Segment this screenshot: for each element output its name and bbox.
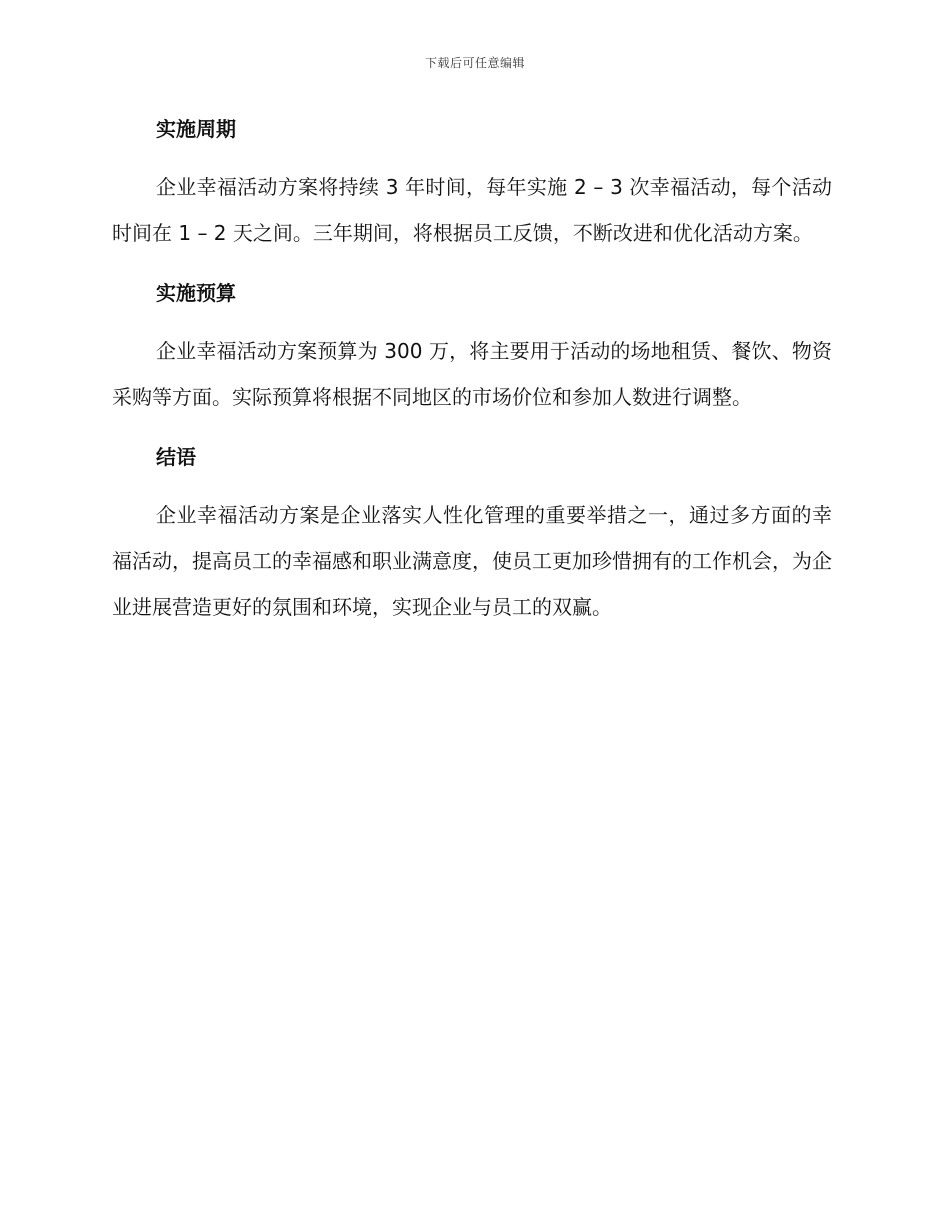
section-title-schedule: 实施周期 [156, 117, 236, 141]
section-title-budget: 实施预算 [156, 281, 236, 305]
section-body-schedule: 企业幸福活动方案将持续 3 年时间，每年实施 2 – 3 次幸福活动，每个活动时间在 1 – 2 天之间。三年期间，将根据员工反馈，不断改进和优化活动方案。 [112, 175, 832, 245]
header-note: 下载后可任意编辑 [424, 56, 525, 70]
section-body-conclusion: 企业幸福活动方案是企业落实人性化管理的重要举措之一，通过多方面的幸福活动，提高员工的幸福感和职业满意度，使员工更加珍惜拥有的工作机会，为企业进展营造更好的氛围和环境，实现企业与员工的双赢。 [112, 503, 832, 619]
section-title-conclusion: 结语 [156, 445, 196, 469]
document-content [112, 112, 832, 650]
section-body-budget: 企业幸福活动方案预算为 300 万，将主要用于活动的场地租赁、餐饮、物资采购等方面。实际预算将根据不同地区的市场价位和参加人数进行调整。 [112, 339, 832, 409]
section-budget [112, 276, 832, 420]
section-schedule [112, 112, 832, 256]
section-conclusion [112, 440, 832, 630]
